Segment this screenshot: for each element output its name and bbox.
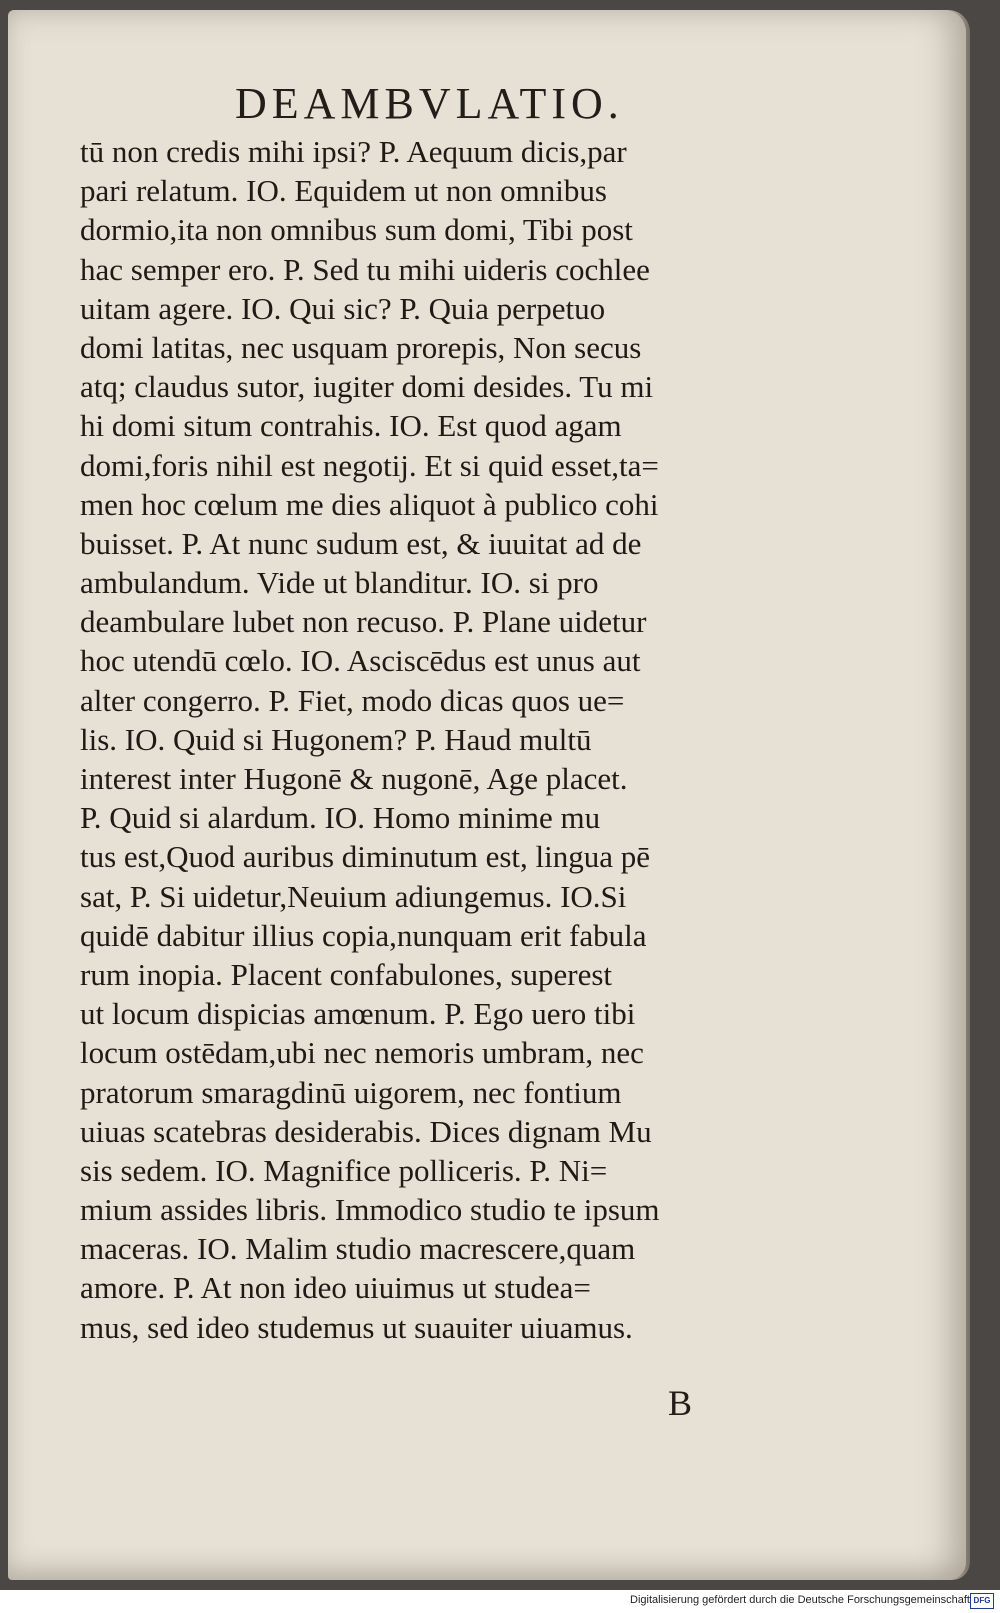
text-line: tū non credis mihi ipsi? P. Aequum dicis,par [80,134,627,169]
text-line: interest inter Hugonē & nugonē, Age placet. [80,761,628,796]
dfg-logo: DFG [970,1593,994,1609]
text-line: sat, P. Si uidetur,Neuium adiungemus. IO.Si [80,878,627,914]
text-line: rum inopia. Placent confabulones, superest [80,956,613,992]
text-line: pratorum smaragdinū uigorem, nec fontium [80,1074,622,1110]
body-text [80,132,830,1347]
signature-mark: B [668,1383,693,1423]
text-line: ambulandum. Vide ut blanditur. IO. si pro [80,565,599,601]
text-line: men hoc cœlum me dies aliquot à publico cohi [80,486,659,522]
text-line: mium assides libris. Immodico studio te ipsum [80,1192,660,1228]
text-line: hoc utendū cœlo. IO. Asciscēdus est unus aut [80,643,641,679]
text-line: sis sedem. IO. Magnifice polliceris. P. Ni= [80,1152,608,1188]
text-line: uitam agere. IO. Qui sic? P. Quia perpetuo [80,290,606,326]
text-line: lis. IO. Quid si Hugonem? P. Haud multū [80,721,592,757]
text-line: maceras. IO. Malim studio macrescere,quam [80,1231,636,1267]
text-line: alter congerro. P. Fiet, modo dicas quos ue= [80,682,625,718]
text-line: locum ostēdam,ubi nec nemoris umbram, nec [80,1035,644,1071]
text-line: dormio,ita non omnibus sum domi, Tibi post [80,212,633,248]
text-line: buisset. P. At nunc sudum est, & iuuitat ad de [80,525,642,561]
running-head: DEAMBVLATIO. [235,79,624,128]
text-line: ut locum dispicias amœnum. P. Ego uero tibi [80,996,636,1032]
text-line: tus est,Quod auribus diminutum est, lingua pē [80,839,651,875]
text-line: mus, sed ideo studemus ut suauiter uiuamus. [80,1309,633,1345]
text-line: hi domi situm contrahis. IO. Est quod agam [80,408,622,444]
footer-credit: Digitalisierung gefördert durch die Deutsche Forschungsgemeinschaft [630,1594,970,1606]
text-line: hac semper ero. P. Sed tu mihi uideris cochlee [80,251,650,287]
text-line: amore. P. At non ideo uiuimus ut studea= [80,1270,591,1306]
text-line: domi latitas, nec usquam prorepis, Non secus [80,329,642,365]
text-line: P. Quid si alardum. IO. Homo minime mu [80,800,601,836]
text-line: quidē dabitur illius copia,nunquam erit fabula [80,917,647,953]
text-line: domi,foris nihil est negotij. Et si quid esset,ta= [80,447,659,483]
text-line: uiuas scatebras desiderabis. Dices dignam Mu [80,1113,652,1149]
text-line: deambulare lubet non recuso. P. Plane uidetur [80,604,647,640]
text-line: pari relatum. IO. Equidem ut non omnibus [80,173,607,209]
text-line: atq; claudus sutor, iugiter domi desides. Tu mi [80,369,654,405]
